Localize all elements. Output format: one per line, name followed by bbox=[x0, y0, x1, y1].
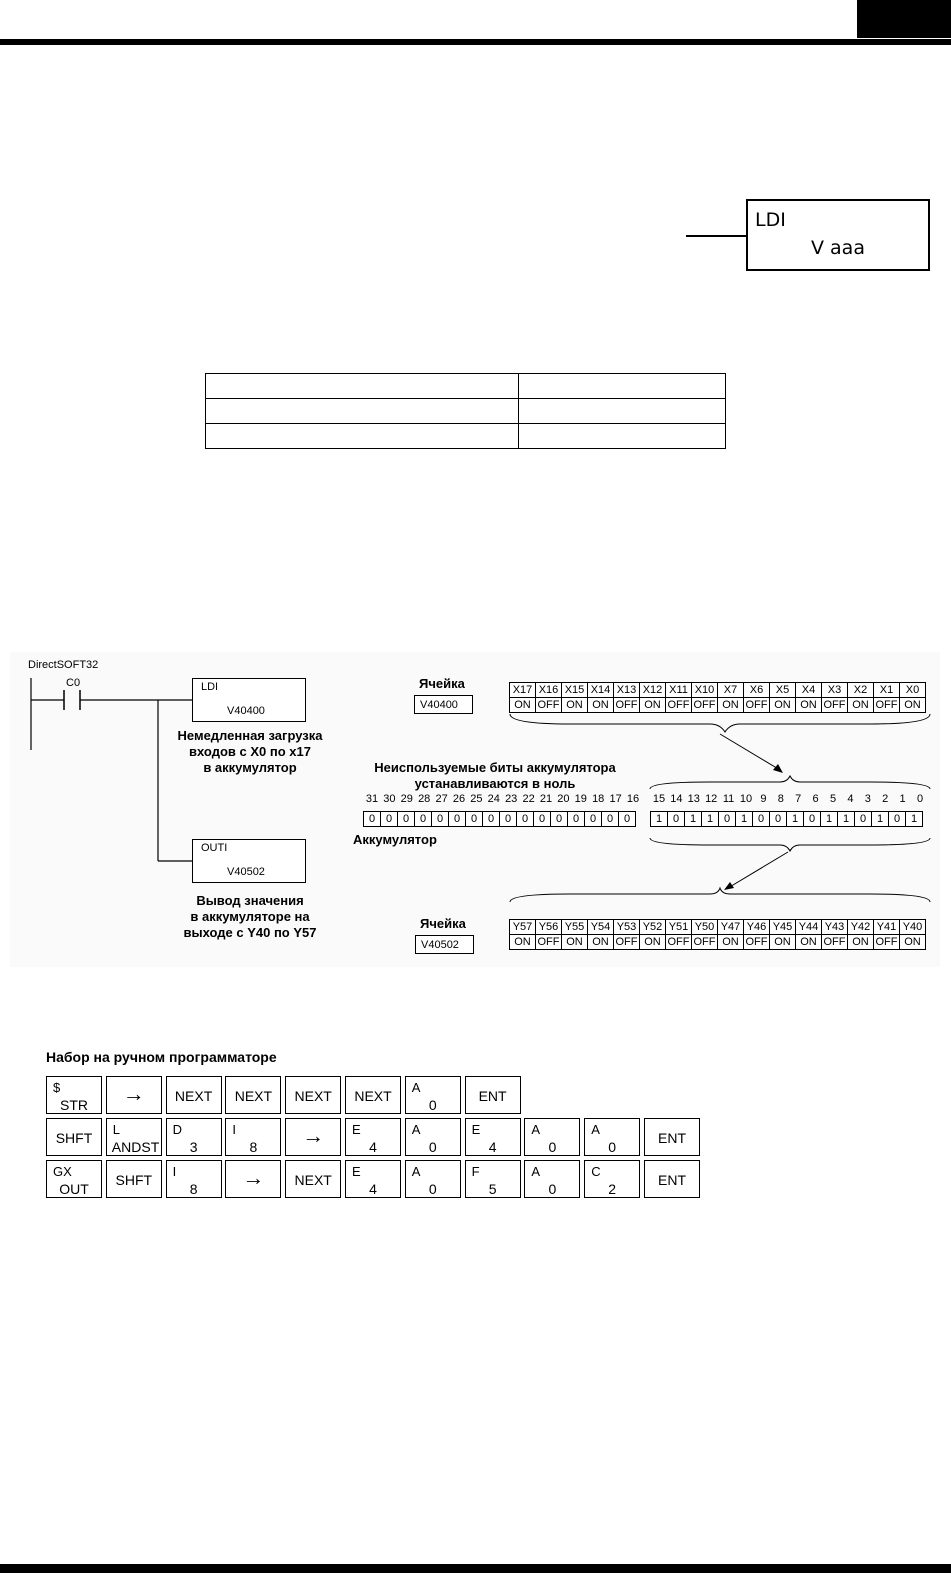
bit-cell: 0 bbox=[534, 812, 551, 827]
bit-cell: Y44 bbox=[796, 920, 822, 935]
bit-number: 23 bbox=[505, 793, 518, 805]
bit-cell: ON bbox=[510, 935, 536, 950]
bit-cell: ON bbox=[900, 935, 926, 950]
right-arrow-icon: → bbox=[122, 1081, 145, 1106]
bit-cell: OFF bbox=[875, 699, 898, 711]
key-symbol: A bbox=[411, 1164, 421, 1179]
bit-cell: 1 bbox=[872, 812, 889, 827]
bit-cell: X0 bbox=[900, 683, 926, 698]
instruction-mnemonic: LDI bbox=[755, 209, 786, 231]
key-symbol: D bbox=[172, 1122, 182, 1137]
bit-number: 22 bbox=[522, 793, 535, 805]
bit-cell: OFF bbox=[667, 699, 690, 711]
bit-cell: ON bbox=[770, 935, 796, 950]
keypad-key bbox=[524, 1118, 580, 1156]
bit-cell: X16 bbox=[536, 683, 562, 698]
bit-cell: X1 bbox=[874, 683, 900, 698]
key-sublabel: 0 bbox=[548, 1181, 557, 1197]
table-row bbox=[206, 424, 726, 449]
key-sublabel: 0 bbox=[428, 1181, 437, 1197]
keypad-key bbox=[225, 1160, 281, 1198]
bit-cell: Y42 bbox=[848, 920, 874, 935]
keypad-key bbox=[465, 1118, 521, 1156]
key-sublabel: STR bbox=[60, 1097, 88, 1113]
bit-number: 7 bbox=[795, 793, 802, 805]
keypad-key bbox=[106, 1160, 162, 1198]
bit-cell: 1 bbox=[702, 812, 719, 827]
bit-cell: OFF bbox=[745, 936, 768, 948]
bit-cell: X15 bbox=[562, 683, 588, 698]
bit-cell: 0 bbox=[568, 812, 585, 827]
keypad-key bbox=[405, 1118, 461, 1156]
unused-bits-note: Неиспользуемые биты аккумулятора устанавливаются в ноль bbox=[374, 760, 616, 791]
key-label: NEXT bbox=[354, 1088, 392, 1104]
bit-number: 14 bbox=[670, 793, 683, 805]
bit-cell: 0 bbox=[364, 812, 381, 827]
key-sublabel: 0 bbox=[608, 1139, 617, 1155]
key-symbol: I bbox=[232, 1122, 237, 1137]
bit-number: 29 bbox=[400, 793, 413, 805]
bit-number: 10 bbox=[739, 793, 753, 805]
bit-number: 11 bbox=[722, 793, 735, 805]
bit-cell: 0 bbox=[855, 812, 872, 827]
footer-rule bbox=[0, 1564, 951, 1573]
table-row bbox=[651, 812, 923, 827]
input-address: V40400 bbox=[414, 695, 473, 714]
keypad-key bbox=[644, 1160, 700, 1198]
input-cell-label: Ячейка bbox=[419, 676, 465, 691]
keypad-key bbox=[285, 1076, 341, 1114]
bit-cell: ON bbox=[900, 698, 926, 713]
ldi-box-operand: V40400 bbox=[227, 705, 265, 717]
key-sublabel: ANDST bbox=[111, 1139, 160, 1155]
bit-number: 3 bbox=[864, 793, 871, 805]
keypad-key bbox=[225, 1118, 281, 1156]
keypad-key bbox=[285, 1118, 341, 1156]
instruction-symbol-box bbox=[746, 199, 930, 271]
bit-cell: 0 bbox=[668, 812, 685, 827]
keypad bbox=[46, 1062, 746, 1202]
bit-cell: X12 bbox=[640, 683, 666, 698]
bit-number: 19 bbox=[574, 793, 587, 805]
bit-cell: Y43 bbox=[822, 920, 848, 935]
keypad-key bbox=[465, 1160, 521, 1198]
bit-cell: Y51 bbox=[666, 920, 692, 935]
output-cell-label: Ячейка bbox=[420, 916, 466, 931]
bit-cell: 0 bbox=[432, 812, 449, 827]
page-corner-tab bbox=[857, 0, 951, 38]
keypad-key bbox=[345, 1076, 401, 1114]
bit-cell: ON bbox=[796, 935, 822, 950]
key-sublabel: 0 bbox=[548, 1139, 557, 1155]
bit-number: 30 bbox=[383, 793, 396, 805]
key-label: NEXT bbox=[234, 1088, 273, 1104]
bit-cell: ON bbox=[848, 935, 874, 950]
bit-cell: 0 bbox=[483, 812, 500, 827]
key-label: ENT bbox=[478, 1088, 507, 1104]
keypad-key bbox=[46, 1160, 102, 1198]
output-bits-table bbox=[509, 919, 926, 950]
accumulator-label: Аккумулятор bbox=[353, 832, 437, 847]
key-sublabel: 5 bbox=[488, 1181, 497, 1197]
bit-cell: 0 bbox=[449, 812, 466, 827]
key-symbol: E bbox=[352, 1164, 361, 1179]
key-label: NEXT bbox=[294, 1088, 332, 1104]
bit-cell: 0 bbox=[602, 812, 619, 827]
table-row bbox=[510, 935, 926, 950]
outi-caption: Вывод значения в аккумуляторе на выходе с Y40 по Y57 bbox=[183, 893, 317, 940]
bit-cell: Y41 bbox=[874, 920, 900, 935]
bit-cell: ON bbox=[588, 698, 614, 713]
bit-number: 4 bbox=[847, 793, 854, 805]
key-symbol: A bbox=[531, 1122, 541, 1137]
header-rule bbox=[0, 39, 951, 45]
key-label: NEXT bbox=[174, 1088, 213, 1104]
bit-cell: OFF bbox=[537, 936, 560, 948]
bit-cell: 1 bbox=[787, 812, 804, 827]
bit-cell: 0 bbox=[889, 812, 906, 827]
bit-cell: OFF bbox=[823, 936, 846, 948]
keypad-key bbox=[225, 1076, 281, 1114]
bit-cell: Y45 bbox=[770, 920, 796, 935]
bit-cell: Y52 bbox=[640, 920, 666, 935]
key-label: ENT bbox=[658, 1172, 686, 1188]
bit-cell: ON bbox=[640, 698, 666, 713]
bit-cell: X13 bbox=[614, 683, 640, 698]
table-row bbox=[364, 812, 636, 827]
bit-cell: Y50 bbox=[692, 920, 718, 935]
keypad-key bbox=[644, 1118, 700, 1156]
table-row bbox=[510, 920, 926, 935]
key-symbol: A bbox=[591, 1122, 600, 1137]
bit-number: 6 bbox=[812, 793, 819, 805]
bit-cell: 1 bbox=[906, 812, 923, 827]
keypad-title: Набор на ручном программаторе bbox=[46, 1049, 277, 1065]
key-symbol: GX bbox=[53, 1164, 72, 1179]
bit-number: 2 bbox=[882, 793, 889, 805]
bit-cell: 0 bbox=[770, 812, 787, 827]
bit-cell: Y53 bbox=[614, 920, 640, 935]
bit-cell: ON bbox=[770, 698, 796, 713]
bit-cell: OFF bbox=[667, 936, 690, 948]
bit-cell: X3 bbox=[822, 683, 848, 698]
bit-cell: ON bbox=[510, 698, 536, 713]
key-symbol: E bbox=[471, 1122, 481, 1137]
key-sublabel: 4 bbox=[369, 1139, 377, 1155]
keypad-key bbox=[345, 1118, 401, 1156]
bit-cell: 0 bbox=[619, 812, 636, 827]
bit-cell: 0 bbox=[466, 812, 483, 827]
table-row bbox=[510, 683, 926, 698]
keypad-key bbox=[405, 1076, 461, 1114]
bit-cell: OFF bbox=[615, 936, 638, 948]
operand-table bbox=[205, 373, 726, 449]
bit-cell: 0 bbox=[585, 812, 602, 827]
bit-cell: ON bbox=[718, 698, 744, 713]
bit-cell: X11 bbox=[666, 683, 692, 698]
bit-cell: Y40 bbox=[900, 920, 926, 935]
key-label: ENT bbox=[658, 1130, 686, 1146]
bit-cell: Y54 bbox=[588, 920, 614, 935]
key-label: NEXT bbox=[294, 1172, 332, 1188]
bit-cell: OFF bbox=[875, 936, 898, 948]
bit-cell: Y46 bbox=[744, 920, 770, 935]
contact-label: C0 bbox=[66, 677, 81, 689]
bit-cell: ON bbox=[640, 935, 666, 950]
bit-cell: 1 bbox=[821, 812, 838, 827]
key-sublabel: 8 bbox=[249, 1139, 258, 1155]
bit-number: 1 bbox=[899, 793, 906, 805]
key-sublabel: 0 bbox=[428, 1139, 437, 1155]
bit-number: 25 bbox=[470, 793, 483, 805]
bit-cell: 1 bbox=[685, 812, 702, 827]
key-symbol: A bbox=[411, 1122, 421, 1137]
keypad-key bbox=[106, 1118, 162, 1156]
bit-cell: 0 bbox=[551, 812, 568, 827]
bit-number: 5 bbox=[829, 793, 837, 805]
bit-cell: 0 bbox=[517, 812, 534, 827]
bit-number: 28 bbox=[418, 793, 431, 805]
bit-cell: ON bbox=[718, 935, 744, 950]
bit-cell: ON bbox=[562, 698, 588, 713]
key-sublabel: 3 bbox=[189, 1139, 198, 1155]
ldi-caption: Немедленная загрузка входов с X0 по x17 в аккумулятор bbox=[177, 728, 323, 775]
keypad-key bbox=[166, 1076, 222, 1114]
bit-number: 17 bbox=[609, 793, 622, 805]
bit-cell: Y47 bbox=[718, 920, 744, 935]
bit-cell: OFF bbox=[615, 699, 638, 711]
key-symbol: I bbox=[172, 1164, 177, 1179]
instruction-rung-line bbox=[686, 235, 746, 237]
instruction-operand: V aaa bbox=[811, 237, 865, 259]
bit-number: 18 bbox=[592, 793, 605, 805]
key-symbol: A bbox=[531, 1164, 541, 1179]
keypad-key bbox=[106, 1076, 162, 1114]
bit-cell: 0 bbox=[415, 812, 432, 827]
key-sublabel: 4 bbox=[369, 1181, 377, 1197]
accumulator-low-bits bbox=[650, 811, 923, 827]
bit-cell: X5 bbox=[770, 683, 796, 698]
bit-cell: ON bbox=[796, 698, 822, 713]
bit-cell: 0 bbox=[804, 812, 821, 827]
input-bits-table bbox=[509, 682, 926, 713]
example-diagram bbox=[10, 652, 940, 967]
right-arrow-icon: → bbox=[242, 1165, 265, 1190]
bit-cell: 1 bbox=[736, 812, 753, 827]
bit-number: 20 bbox=[557, 793, 570, 805]
bit-cell: X14 bbox=[588, 683, 614, 698]
ldi-box-label: LDI bbox=[201, 681, 219, 693]
outi-box-operand: V40502 bbox=[227, 866, 265, 878]
bit-cell: 0 bbox=[500, 812, 517, 827]
keypad-key bbox=[46, 1076, 102, 1114]
key-label: SHFT bbox=[55, 1130, 93, 1146]
bit-cell: 1 bbox=[838, 812, 855, 827]
bit-number: 9 bbox=[760, 793, 767, 805]
key-symbol: A bbox=[411, 1080, 421, 1095]
keypad-key bbox=[166, 1118, 222, 1156]
bit-cell: 0 bbox=[753, 812, 770, 827]
key-sublabel: 8 bbox=[189, 1181, 198, 1197]
table-row bbox=[510, 698, 926, 713]
bit-cell: ON bbox=[588, 935, 614, 950]
bit-cell: X17 bbox=[510, 683, 536, 698]
bit-cell: 0 bbox=[719, 812, 736, 827]
output-address: V40502 bbox=[415, 935, 474, 954]
key-symbol: $ bbox=[53, 1080, 61, 1095]
key-sublabel: 2 bbox=[608, 1181, 617, 1197]
bit-cell: OFF bbox=[693, 936, 716, 948]
key-sublabel: 4 bbox=[488, 1139, 497, 1155]
outi-box-label: OUTI bbox=[201, 842, 228, 854]
bit-cell: 0 bbox=[381, 812, 398, 827]
bit-cell: OFF bbox=[693, 699, 716, 711]
bit-number: 21 bbox=[539, 793, 553, 805]
keypad-key bbox=[285, 1160, 341, 1198]
bit-number: 27 bbox=[435, 793, 448, 805]
table-row bbox=[206, 374, 726, 399]
bit-cell: X4 bbox=[796, 683, 822, 698]
keypad-key bbox=[584, 1160, 640, 1198]
bit-cell: ON bbox=[562, 935, 588, 950]
bit-cell: OFF bbox=[745, 699, 768, 711]
right-arrow-icon: → bbox=[302, 1123, 325, 1148]
bit-cell: X2 bbox=[848, 683, 874, 698]
bit-cell: Y57 bbox=[510, 920, 536, 935]
keypad-key bbox=[345, 1160, 401, 1198]
bit-cell: X6 bbox=[744, 683, 770, 698]
bit-number: 12 bbox=[705, 793, 718, 805]
key-symbol: E bbox=[352, 1122, 361, 1137]
bit-cell: X10 bbox=[692, 683, 718, 698]
keypad-key bbox=[465, 1076, 521, 1114]
bit-cell: OFF bbox=[823, 699, 846, 711]
keypad-key bbox=[166, 1160, 222, 1198]
keypad-key bbox=[584, 1118, 640, 1156]
bit-cell: X7 bbox=[718, 683, 744, 698]
keypad-key bbox=[405, 1160, 461, 1198]
keypad-key bbox=[524, 1160, 580, 1198]
keypad-key bbox=[46, 1118, 102, 1156]
key-symbol: C bbox=[591, 1164, 601, 1179]
key-sublabel: OUT bbox=[59, 1181, 89, 1197]
key-sublabel: 0 bbox=[428, 1097, 437, 1113]
bit-cell: Y56 bbox=[536, 920, 562, 935]
key-symbol: L bbox=[112, 1122, 121, 1137]
bit-cell: Y55 bbox=[562, 920, 588, 935]
bit-number: 16 bbox=[626, 793, 640, 805]
software-label: DirectSOFT32 bbox=[28, 659, 99, 671]
table-row bbox=[206, 399, 726, 424]
bit-number: 24 bbox=[487, 793, 500, 805]
bit-number: 15 bbox=[652, 793, 666, 805]
bit-cell: OFF bbox=[537, 699, 560, 711]
key-label: SHFT bbox=[115, 1172, 153, 1188]
bit-number: 13 bbox=[687, 793, 700, 805]
bit-cell: ON bbox=[848, 698, 874, 713]
bit-cell: 1 bbox=[651, 812, 668, 827]
bit-number: 0 bbox=[916, 793, 924, 805]
accumulator-high-bits bbox=[363, 811, 636, 827]
outi-box bbox=[192, 839, 306, 883]
bit-cell: 0 bbox=[398, 812, 415, 827]
key-symbol: F bbox=[471, 1164, 480, 1179]
bit-number: 26 bbox=[452, 793, 466, 805]
bit-number: 31 bbox=[365, 793, 379, 805]
bit-number: 8 bbox=[777, 793, 784, 805]
ldi-box bbox=[192, 678, 306, 722]
